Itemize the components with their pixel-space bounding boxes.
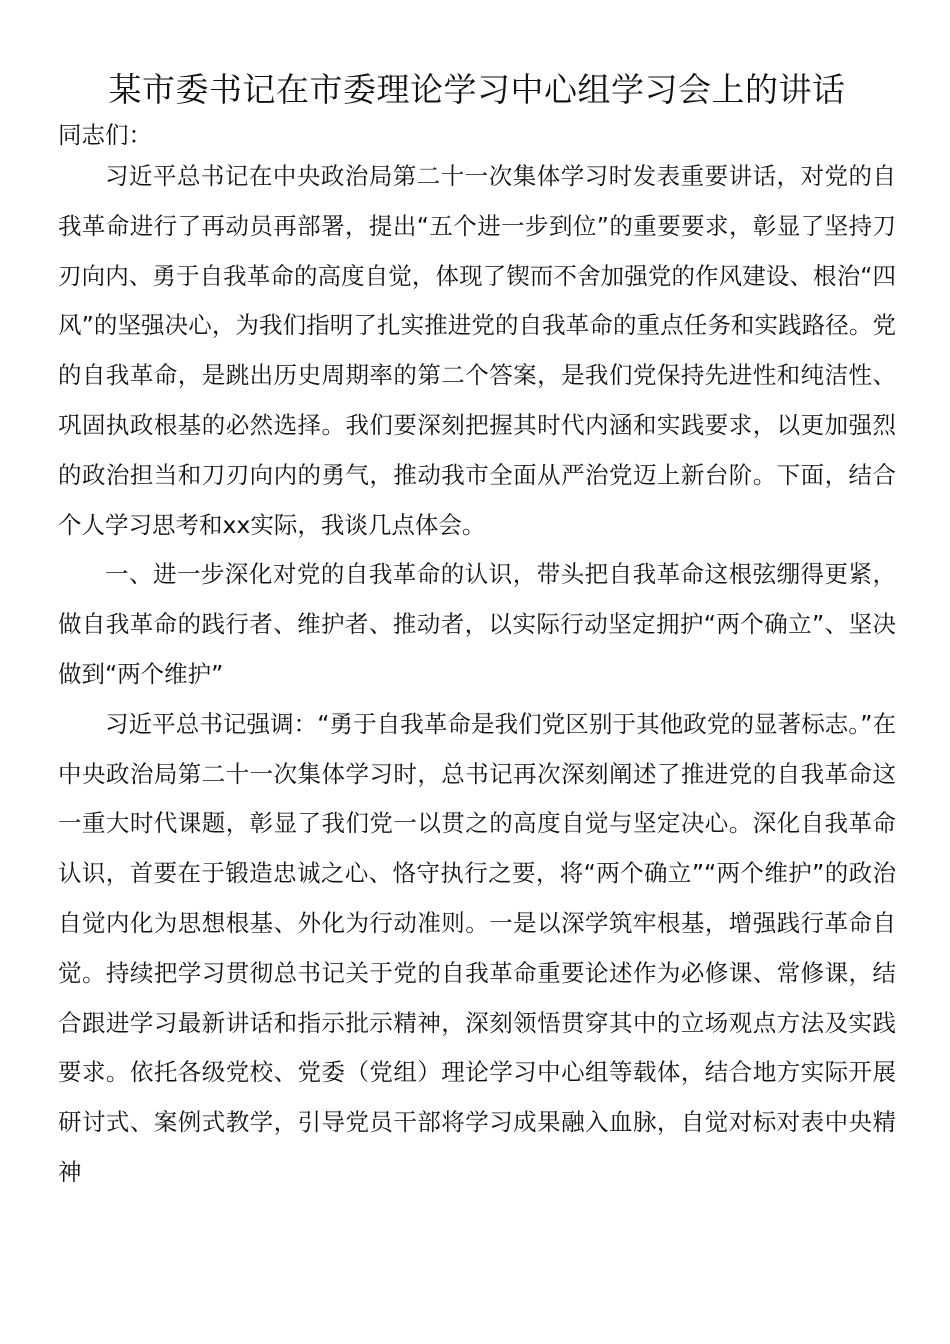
salutation: 同志们： (58, 121, 152, 149)
document-page (58, 62, 896, 1198)
document-title: 某市委书记在市委理论学习中心组学习会上的讲话 (108, 70, 846, 109)
paragraph-section-1-body: 习近平总书记强调：“勇于自我革命是我们党区别于其他政党的显著标志。”在中央政治局第二十一次集体学习时，总书记再次深刻阐述了推进党的自我革命这一重大时代课题，彰显了我们党一以贯之的高度自觉与坚定决心。深化自我革命认识，首要在于锻造忠诚之心、恪守执行之要，将“两个确立”“两个维护”的政治自觉内化为思想根基、外化为行动准则。一是以深学筑牢根基，增强践行革命自觉。持续把学习贯彻总书记关于党的自我革命重要论述作为必修课、常修课，结合跟进学习最新讲话和指示批示精神，深刻领悟贯穿其中的立场观点方法及实践要求。依托各级党校、党委（党组）理论学习中心组等载体，结合地方实际开展研讨式、案例式教学，引导党员干部将学习成果融入血脉，自觉对标对表中央精神 (58, 709, 896, 1186)
section-heading-1: 一、进一步深化对党的自我革命的认识，带头把自我革命这根弦绷得更紧，做自我革命的践行者、维护者、推动者，以实际行动坚定拥护“两个确立”、坚决做到“两个维护” (58, 560, 896, 688)
paragraph-intro: 习近平总书记在中央政治局第二十一次集体学习时发表重要讲话，对党的自我革命进行了再动员再部署，提出“五个进一步到位”的重要要求，彰显了坚持刀刃向内、勇于自我革命的高度自觉，体现了锲而不舍加强党的作风建设、根治“四风”的坚强决心，为我们指明了扎实推进党的自我革命的重点任务和实践路径。党的自我革命，是跳出历史周期率的第二个答案，是我们党保持先进性和纯洁性、巩固执政根基的必然选择。我们要深刻把握其时代内涵和实践要求，以更加强烈的政治担当和刀刃向内的勇气，推动我市全面从严治党迈上新台阶。下面，结合个人学习思考和xx实际，我谈几点体会。 (58, 162, 896, 539)
